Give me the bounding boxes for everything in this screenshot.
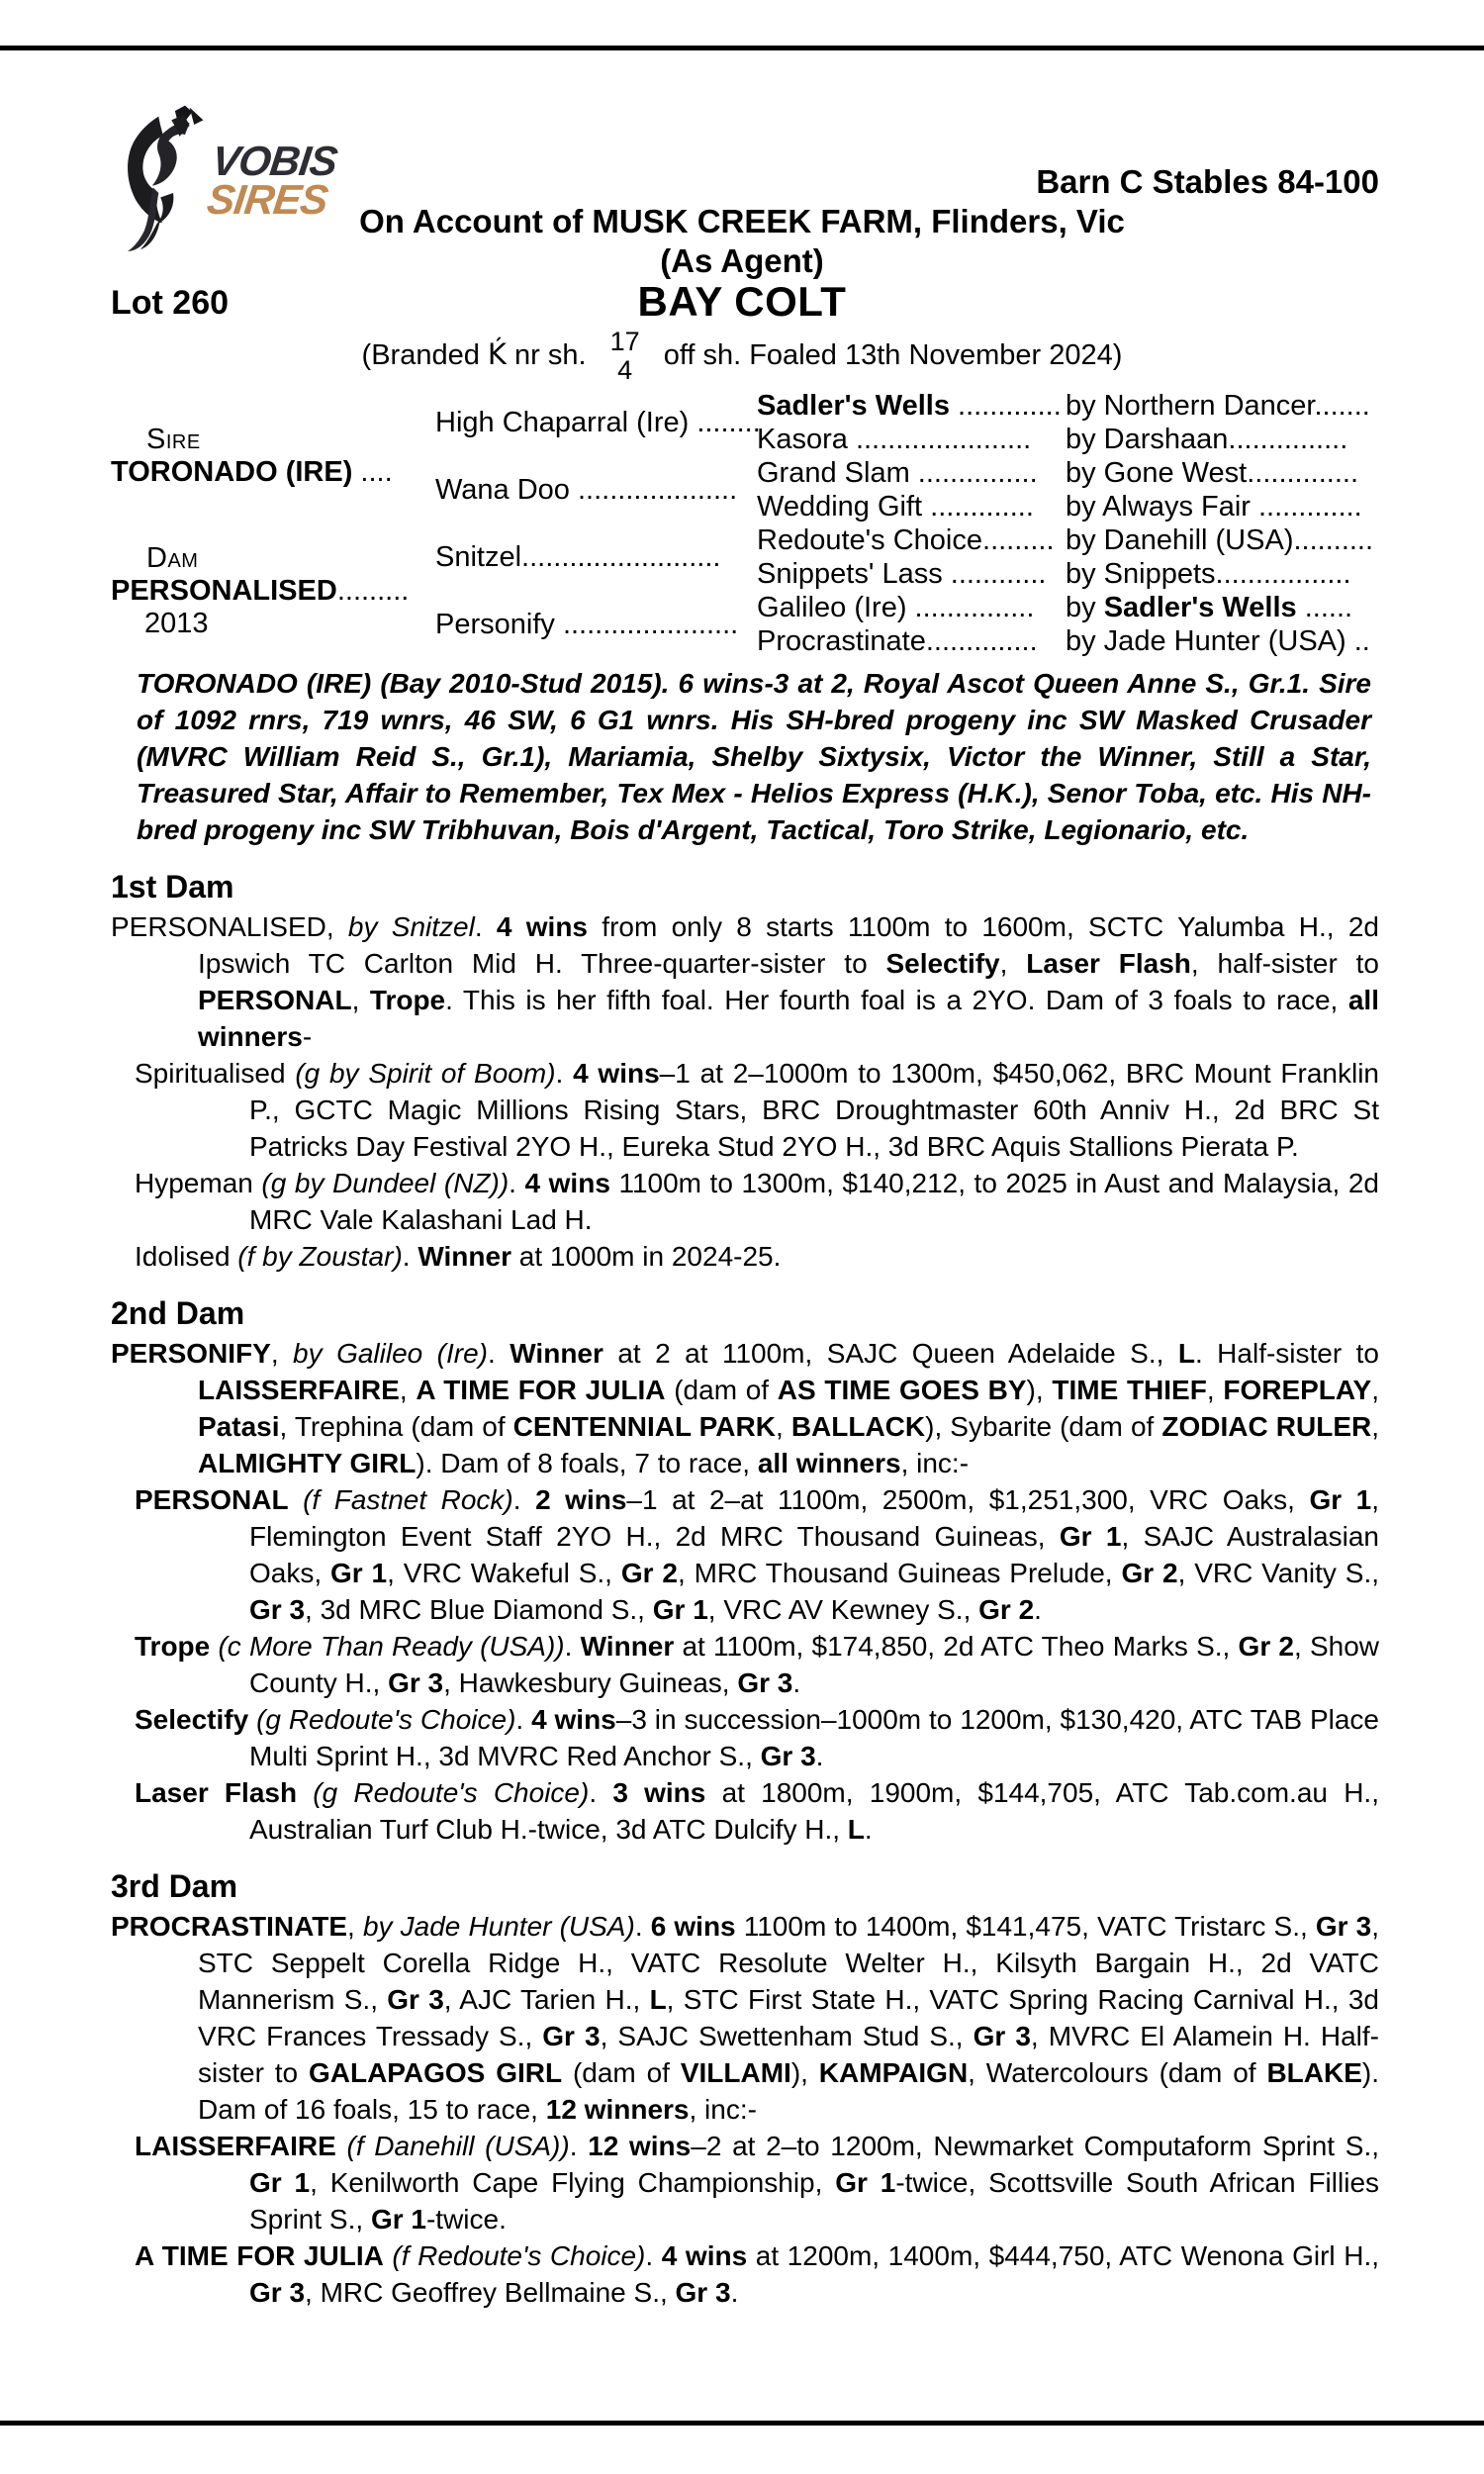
brand-nr-sh: nr sh.: [506, 339, 595, 371]
section-heading-1st-dam: 1st Dam: [111, 869, 234, 904]
gen3-name-cell: Kasora ......................: [757, 424, 1032, 455]
gen3-by-cell: by Always Fair .............: [1066, 491, 1362, 523]
lot-number: Lot 260: [111, 284, 230, 322]
catalogue-body: [111, 665, 1379, 2311]
brand-fraction-top: 17: [609, 327, 640, 357]
gen3-name-cell: Wedding Gift .............: [757, 491, 1034, 523]
gen3-by-cell: by Northern Dancer.......: [1066, 390, 1370, 422]
progeny-paragraph: A TIME FOR JULIA (f Redoute's Choice). 4 wins at 1200m, 1400m, $444,750, ATC Wenona Girl H., Gr 3, MRC Geoffrey Bellmaine S., Gr 3.: [135, 2240, 1380, 2308]
dam-label: Dam: [146, 541, 199, 574]
progeny-paragraph: Spiritualised (g by Spirit of Boom). 4 wins–1 at 2–1000m to 1300m, $450,062, BRC Mount Franklin P., GCTC Magic Millions Rising Stars, BRC Droughtmaster 60th Anniv H., 2d BRC St Patricks Day Festival 2YO H., Eureka Stud 2YO H., 3d BRC Aquis Stallions Pierata P.: [135, 1058, 1379, 1162]
progeny-paragraph: LAISSERFAIRE (f Danehill (USA)). 12 wins–2 at 2–to 1200m, Newmarket Computaform Sprint S., Gr 1, Kenilworth Cape Flying Championship, Gr 1-twice, Scottsville South African Fillies Sprint S., Gr 1-twice.: [135, 2131, 1380, 2235]
gen3-by-cell: by Darshaan...............: [1066, 424, 1348, 455]
pedigree-table: [111, 389, 1383, 658]
gen3-name-cell: Snippets' Lass ............: [757, 558, 1047, 590]
header: [0, 0, 1484, 391]
gen3-name-cell: Galileo (Ire) ...............: [757, 592, 1035, 623]
section-heading-3rd-dam: 3rd Dam: [111, 1868, 238, 1904]
grandsire-cell: High Chaparral (Ire) ........: [435, 406, 761, 438]
gen3-by-cell: by Jade Hunter (USA) ..: [1066, 625, 1370, 657]
brand-mark: Ḱ: [487, 337, 507, 371]
page-title: BAY COLT: [637, 278, 847, 325]
logo-sires-word: SIRES: [204, 176, 330, 223]
damsire-cell: Snitzel.........................: [435, 540, 721, 573]
gen3-name-cell: Procrastinate..............: [757, 625, 1038, 657]
brand-fraction-bottom: 4: [617, 355, 633, 386]
sire-name: TORONADO (IRE) ....: [111, 456, 393, 488]
gen3-by-cell: by Danehill (USA)..........: [1066, 524, 1374, 556]
bottom-rule: [0, 2421, 1484, 2426]
agent-line: (As Agent): [660, 242, 824, 279]
brand-fraction: [610, 328, 640, 385]
dam-paragraph: PROCRASTINATE, by Jade Hunter (USA). 6 wins 1100m to 1400m, $141,475, VATC Tristarc S., Gr 3, STC Seppelt Corella Ridge H., VATC Resolute Welter H., Kilsyth Bargain H., 2d VATC Mannerism S., Gr 3, AJC Tarien H., L, STC First State H., VATC Spring Racing Carnival H., 3d VRC Frances Tressady S., Gr 3, SAJC Swettenham Stud S., Gr 3, MVRC El Alamein H. Half-sister to GALAPAGOS GIRL (dam of VILLAMI), KAMPAIGN, Watercolours (dam of BLAKE). Dam of 16 foals, 15 to race, 12 winners, inc:-: [111, 1911, 1379, 2125]
dam-year: 2013: [144, 607, 209, 639]
brand-prefix: (Branded: [361, 339, 488, 371]
dam-name: PERSONALISED.........: [111, 574, 410, 607]
gen3-by-cell: by Sadler's Wells ......: [1066, 592, 1353, 623]
dam-block: [111, 523, 435, 658]
progeny-paragraph: Hypeman (g by Dundeel (NZ)). 4 wins 1100m to 1300m, $140,212, to 2025 in Aust and Malaysia, 2d MRC Vale Kalashani Lad H.: [135, 1168, 1379, 1235]
sire-label: Sire: [146, 424, 201, 455]
sire-summary: TORONADO (IRE) (Bay 2010-Stud 2015). 6 wins-3 at 2, Royal Ascot Queen Anne S., Gr.1. Sire of 1092 rnrs, 719 wnrs, 46 SW, 6 G1 wnrs. His SH-bred progeny inc SW Masked Crusader (MVRC William Reid S., Gr.1), Mariamia, Shelby Sixtysix, Victor the Winner, Still a Star, Treasured Star, Affair to Remember, Tex Mex - Helios Express (H.K.), Senor Toba, etc. His NH-bred progeny inc SW Tribhuvan, Bois d'Argent, Tactical, Toro Strike, Legionario, etc.: [137, 668, 1371, 845]
gen3-name-cell: Redoute's Choice.........: [757, 524, 1055, 556]
progeny-paragraph: Idolised (f by Zoustar). Winner at 1000m in 2024-25.: [135, 1241, 782, 1272]
section-heading-2nd-dam: 2nd Dam: [111, 1295, 245, 1331]
granddam-cell: Wana Doo ....................: [435, 473, 738, 506]
gen3-name-cell: Grand Slam ...............: [757, 457, 1038, 489]
barn-info: Barn C Stables 84-100: [1036, 163, 1379, 200]
dam-paragraph: PERSONALISED, by Snitzel. 4 wins from only 8 starts 1100m to 1600m, SCTC Yalumba H., 2d Ipswich TC Carlton Mid H. Three-quarter-sister to Selectify, Laser Flash, half-sister to PERSONAL, Trope. This is her fifth foal. Her fourth foal is a 2YO. Dam of 3 foals to race, all winners-: [111, 911, 1379, 1052]
progeny-paragraph: Laser Flash (g Redoute's Choice). 3 wins at 1800m, 1900m, $144,705, ATC Tab.com.au H., Australian Turf Club H.-twice, 3d ATC Dulcify H., L.: [135, 1777, 1379, 1845]
progeny-paragraph: PERSONAL (f Fastnet Rock). 2 wins–1 at 2–at 1100m, 2500m, $1,251,300, VRC Oaks, Gr 1, Flemington Event Staff 2YO H., 2d MRC Thousand Guineas, Gr 1, SAJC Australasian Oaks, Gr 1, VRC Wakeful S., Gr 2, MRC Thousand Guineas Prelude, Gr 2, VRC Vanity S., Gr 3, 3d MRC Blue Diamond S., Gr 1, VRC AV Kewney S., Gr 2.: [135, 1484, 1380, 1625]
seconddam-cell: Personify ......................: [435, 608, 739, 640]
vendor-line: On Account of MUSK CREEK FARM, Flinders, Vic: [359, 203, 1125, 239]
gen3-by-cell: by Snippets.................: [1066, 558, 1351, 590]
brand-line: [0, 319, 1484, 390]
progeny-paragraph: Trope (c More Than Ready (USA)). Winner at 1100m, $174,850, 2d ATC Theo Marks S., Gr 2, Show County H., Gr 3, Hawkesbury Guineas, Gr 3.: [135, 1631, 1380, 1698]
gen3-by-cell: by Gone West..............: [1066, 457, 1359, 489]
dam-paragraph: PERSONIFY, by Galileo (Ire). Winner at 2 at 1100m, SAJC Queen Adelaide S., L. Half-sister to LAISSERFAIRE, A TIME FOR JULIA (dam of AS TIME GOES BY), TIME THIEF, FOREPLAY, Patasi, Trephina (dam of CENTENNIAL PARK, BALLACK), Sybarite (dam of ZODIAC RULER, ALMIGHTY GIRL). Dam of 8 foals, 7 to race, all winners, inc:-: [111, 1338, 1380, 1478]
brand-suffix: off sh. Foaled 13th November 2024): [655, 339, 1123, 371]
logo-vobis-word: VOBIS: [209, 138, 340, 185]
progeny-paragraph: Selectify (g Redoute's Choice). 4 wins–3 in succession–1000m to 1200m, $130,420, ATC TAB Place Multi Sprint H., 3d MVRC Red Anchor S., Gr 3.: [135, 1704, 1379, 1771]
sire-block: [111, 389, 435, 523]
gen3-name-cell: Sadler's Wells .............: [757, 390, 1062, 422]
